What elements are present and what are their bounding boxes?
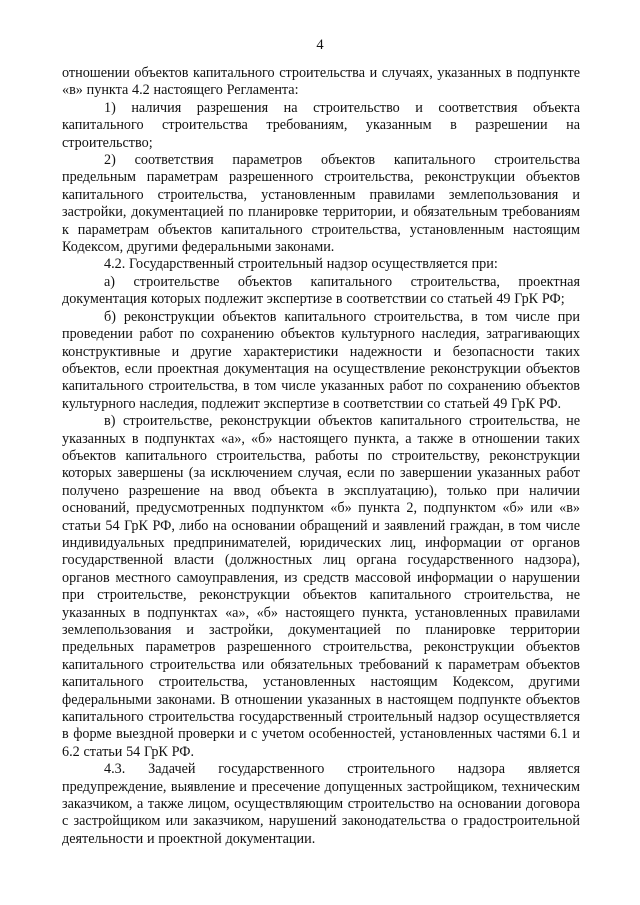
- paragraph-item-2: 2) соответствия параметров объектов капитального строительства предельным параметрам разрешенного строительства, реконструкции объектов капитального строительства, установленным правилами землепользования и застройки, документацией по планировке территории, и обязательным требованиям к параметрам объектов капитального строительства, установленным настоящим Кодексом, другими федеральными законами.: [62, 152, 580, 256]
- paragraph-item-1: 1) наличия разрешения на строительство и соответствия объекта капитального строительства требованиям, указанным в разрешении на строительство;: [62, 99, 580, 151]
- paragraph-continuation: отношении объектов капитального строительства и случаях, указанных в подпункте «в» пункта 4.2 настоящего Регламента:: [62, 65, 580, 99]
- paragraph-item-a: а) строительстве объектов капитального строительства, проектная документация которых подлежит экспертизе в соответствии со статьей 49 ГрК РФ;: [62, 273, 580, 308]
- paragraph-item-b: б) реконструкции объектов капитального строительства, в том числе при проведении работ по сохранению объектов культурного наследия, затрагивающих конструктивные и другие характеристики надежности и безопасности таких объектов, если проектная документация на осуществление реконструкции объектов капитального строительства, в том числе указанных работ по сохранению объектов культурного наследия, подлежит экспертизе в соответствии со статьей 49 ГрК РФ.: [62, 308, 580, 412]
- section-4-3-paragraph: 4.3. Задачей государственного строительного надзора является предупреждение, выявление и пресечение допущенных застройщиком, техническим заказчиком, а также лицом, осуществляющим строительство на основании договора с застройщиком или заказчиком, нарушений законодательства о градостроительной деятельности и проектной документации.: [62, 761, 580, 847]
- paragraph-item-v: в) строительстве, реконструкции объектов капитального строительства, не указанных в подпунктах «а», «б» настоящего пункта, а также в отношении таких объектов капитального строительства, работы по строительству, реконструкции которых завершены (за исключением случая, если по завершении указанных работ получено разрешение на ввод объекта в эксплуатацию), только при наличии оснований, предусмотренных подпунктом «б» пункта 2, подпунктом «б» или «в» статьи 54 ГрК РФ, либо на основании обращений и заявлений граждан, в том числе индивидуальных предпринимателей, юридических лиц, информации от органов государственной власти (должностных лиц органа государственного надзора), органов местного самоуправления, из средств массовой информации о нарушении при строительстве, реконструкции объектов капитального строительства, не указанных в подпунктах «а», «б» настоящего пункта, установленных правилами землепользования и застройки, документацией по планировке территории предельных параметров разрешенного строительства, реконструкции объектов капитального строительства или обязательных требований к параметрам объектов капитального строительства, установленных настоящим Кодексом, другими федеральными законами. В отношении указанных в настоящем подпункте объектов капитального строительства государственный строительный надзор осуществляется в форме выездной проверки и с учетом особенностей, установленных частями 6.1 и 6.2 статьи 54 ГрК РФ.: [62, 413, 580, 760]
- page-number: 4: [316, 37, 324, 53]
- section-4-2-heading: 4.2. Государственный строительный надзор осуществляется при:: [104, 256, 498, 273]
- document-body: [62, 65, 580, 848]
